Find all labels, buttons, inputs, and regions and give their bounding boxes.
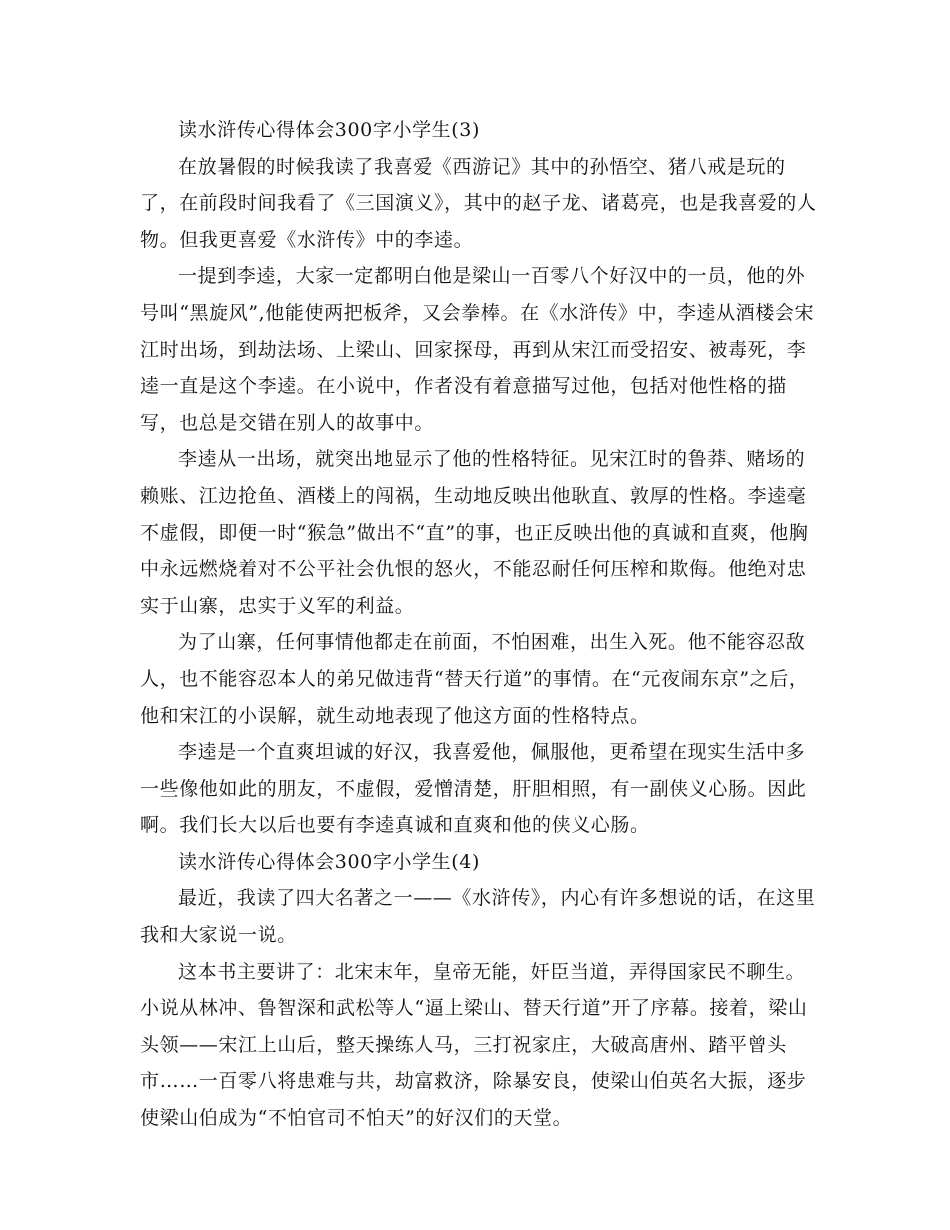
paragraph: 为了山寨，任何事情他都走在前面，不怕困难，出生入死。他不能容忍敌人，也不能容忍本人的弟兄做违背“替天行道”的事情。在“元夜闹东京”之后，他和宋江的小误解，就生动地表现了他这方面的性格特点。 xyxy=(140,631,809,727)
section-heading: 读水浒传心得体会300字小学生(3) xyxy=(178,119,480,141)
paragraph: 最近，我读了四大名著之一——《水浒传》，内心有许多想说的话，在这里我和大家说一说。 xyxy=(140,887,816,947)
paragraph: 这本书主要讲了：北宋末年，皇帝无能，奸臣当道，弄得国家民不聊生。小说从林冲、鲁智深和武松等人“逼上梁山、替天行道”开了序幕。接着，梁山头领——宋江上山后，整天操练人马，三打祝家庄，大破高唐州、踏平曾头市……一百零八将患难与共，劫富救济，除暴安良，使梁山伯英名大振，逐步使梁山伯成为“不怕官司不怕天”的好汉们的天堂。 xyxy=(140,960,808,1130)
paragraph: 李逵从一出场，就突出地显示了他的性格特征。见宋江时的鲁莽、赌场的赖账、江边抢鱼、酒楼上的闯祸，生动地反映出他耿直、敦厚的性格。李逵毫不虚假，即便一时“猴急”做出不“直”的事，也正反映出他的真诚和直爽，他胸中永远燃烧着对不公平社会仇恨的怒火，不能忍耐任何压榨和欺侮。他绝对忠实于山寨，忠实于义军的利益。 xyxy=(140,448,809,617)
document-body xyxy=(140,112,820,1137)
paragraph: 在放暑假的时候我读了我喜爱《西游记》其中的孙悟空、猪八戒是玩的了，在前段时间我看了《三国演义》，其中的赵子龙、诸葛亮，也是我喜爱的人物。但我更喜爱《水浒传》中的李逵。 xyxy=(140,155,817,251)
paragraph: 李逵是一个直爽坦诚的好汉，我喜爱他，佩服他，更希望在现实生活中多一些像他如此的朋友，不虚假，爱憎清楚，肝胆相照，有一副侠义心肠。因此啊。我们长大以后也要有李逵真诚和直爽和他的侠义心肠。 xyxy=(140,741,807,837)
section-heading: 读水浒传心得体会300字小学生(4) xyxy=(178,850,480,873)
paragraph: 一提到李逵，大家一定都明白他是梁山一百零八个好汉中的一员，他的外号叫“黑旋风”,他能使两把板斧，又会拳棒。在《水浒传》中，李逵从酒楼会宋江时出场，到劫法场、上梁山、回家探母，再到从宋江而受招安、被毒死，李逵一直是这个李逵。在小说中，作者没有着意描写过他，包括对他性格的描写，也总是交错在别人的故事中。 xyxy=(140,265,815,434)
